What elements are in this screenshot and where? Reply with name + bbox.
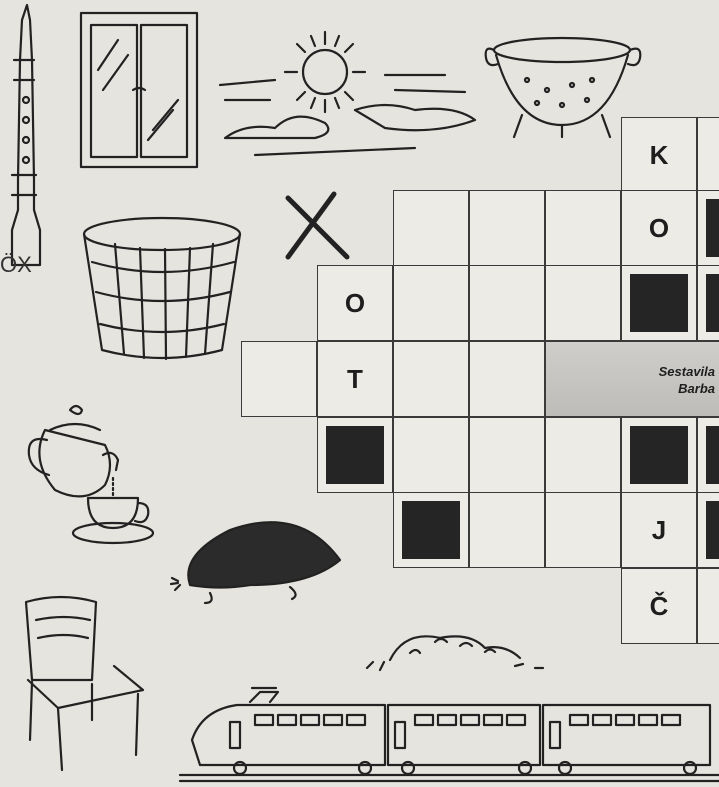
grid-cell[interactable] — [393, 417, 469, 493]
grid-cell[interactable] — [697, 568, 719, 644]
sun-icon — [215, 30, 480, 160]
molehills-icon — [365, 628, 555, 678]
grid-cell-black — [621, 417, 697, 493]
grid-cell[interactable] — [393, 190, 469, 266]
grid-cell[interactable]: K — [621, 117, 697, 193]
grid-cell[interactable]: O — [317, 265, 393, 341]
mole-icon — [170, 515, 350, 605]
grid-cell-black — [393, 492, 469, 568]
author-credit-band — [545, 341, 719, 417]
grid-cell-black — [621, 265, 697, 341]
clarinet-icon — [0, 0, 50, 270]
grid-cell[interactable]: Č — [621, 568, 697, 644]
author-credit-line1: Sestavila — [658, 364, 715, 379]
grid-cell-black — [697, 417, 719, 493]
grid-cell[interactable] — [545, 265, 621, 341]
grid-cell-black — [317, 417, 393, 493]
grid-cell[interactable] — [393, 265, 469, 341]
train-icon — [180, 680, 719, 785]
chair-icon — [18, 590, 148, 775]
grid-cell[interactable] — [697, 117, 719, 193]
grid-cell-black — [697, 190, 719, 266]
grid-cell-black — [697, 492, 719, 568]
grid-cell[interactable] — [545, 417, 621, 493]
grid-cell[interactable] — [545, 492, 621, 568]
grid-cell[interactable] — [393, 341, 469, 417]
grid-cell[interactable] — [241, 341, 317, 417]
author-credit-line2: Barba — [678, 381, 715, 396]
grid-cell[interactable] — [469, 417, 545, 493]
grid-cell[interactable] — [469, 190, 545, 266]
cross-mark-icon — [280, 190, 355, 265]
grid-cell[interactable]: O — [621, 190, 697, 266]
grid-cell[interactable]: J — [621, 492, 697, 568]
grid-cell[interactable] — [469, 341, 545, 417]
grid-cell-black — [697, 265, 719, 341]
grid-cell[interactable]: T — [317, 341, 393, 417]
grid-cell[interactable] — [469, 265, 545, 341]
wooden-tub-icon — [80, 212, 245, 362]
side-label: ÖX — [0, 252, 32, 277]
window-icon — [78, 10, 200, 170]
grid-cell[interactable] — [469, 492, 545, 568]
teacup-icon — [68, 478, 158, 548]
grid-cell[interactable] — [545, 190, 621, 266]
